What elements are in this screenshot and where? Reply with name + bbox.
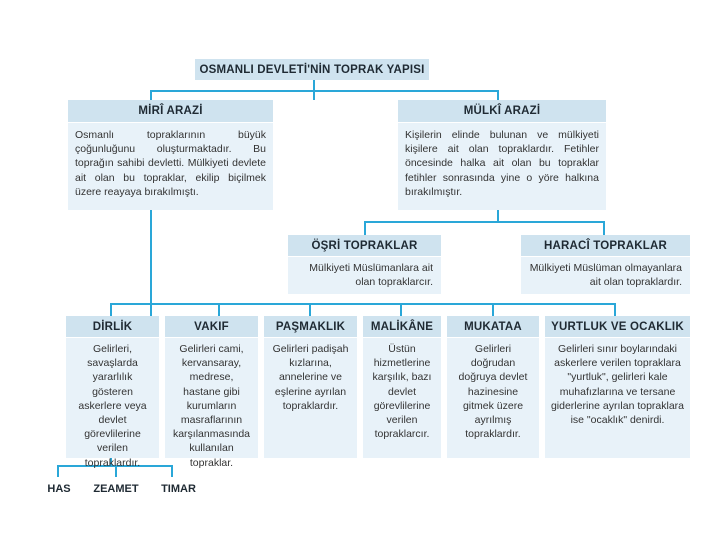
connector-line (309, 303, 311, 316)
dirlik-header: DİRLİK (66, 316, 159, 337)
connector-line (150, 210, 152, 316)
connector-line (364, 221, 366, 235)
connector-line (400, 303, 402, 316)
yurtluk-ocaklik-header: YURTLUK VE OCAKLIK (545, 316, 690, 337)
pasmaklik-header: PAŞMAKLIK (264, 316, 357, 337)
connector-line (57, 465, 59, 477)
malikane-text: Üstün hizmetlerine karşılık, bazı devlet görevlilerine verilen topraklarcır. (363, 338, 441, 458)
pasmaklik-text: Gelirleri padişah kızlarına, annelerine ve eşlerine ayrılan topraklardır. (264, 338, 357, 458)
connector-line (218, 303, 220, 316)
osri-topraklar-header: ÖŞRİ TOPRAKLAR (288, 235, 441, 256)
connector-line (364, 221, 605, 223)
osri-topraklar-text: Mülkiyeti Müslümanlara ait olan topraklarcır. (288, 257, 441, 294)
mulki-arazi-text: Kişilerin elinde bulunan ve mülkiyeti kişilere ait olan topraklardır. Fetihler öncesinde halka ait olan bu topraklar fetihler sonrasında yine o yöre halkına bırakılmıştır. (398, 123, 606, 210)
connector-line (110, 303, 616, 305)
haraci-topraklar-text: Mülkiyeti Müslüman olmayanlara ait olan topraklardır. (521, 257, 690, 294)
vakif-text: Gelirleri cami, kervansaray, medrese, hastane gibi kurumların masraflarının karşılanmasında kullanılan topraklar. (165, 338, 258, 458)
mukataa-header: MUKATAA (447, 316, 539, 337)
connector-line (150, 90, 499, 92)
vakif-header: VAKIF (165, 316, 258, 337)
dirlik-type-timar: TIMAR (161, 483, 196, 495)
mulki-arazi-header: MÜLKÎ ARAZİ (398, 100, 606, 122)
dirlik-type-has: HAS (47, 483, 71, 495)
connector-line (603, 221, 605, 235)
dirlik-text: Gelirleri, savaşlarda yararlılık gösteren askerlere veya devlet görevlilerine verilen topraklardır. (66, 338, 159, 458)
connector-line (171, 465, 173, 477)
connector-line (110, 303, 112, 316)
miri-arazi-header: MİRÎ ARAZİ (68, 100, 273, 122)
connector-line (497, 90, 499, 100)
dirlik-type-zeamet: ZEAMET (93, 483, 139, 495)
miri-arazi-text: Osmanlı topraklarının büyük çoğunluğunu oluşturmaktadır. Bu toprağın sahibi devletti. Mülkiyeti devlete ait olan bu topraklar, ekilip biçilmek üzere reayaya bırakılmıştı. (68, 123, 273, 210)
connector-line (492, 303, 494, 316)
connector-line (614, 303, 616, 316)
haraci-topraklar-header: HARACÎ TOPRAKLAR (521, 235, 690, 256)
diagram-title: OSMANLI DEVLETİ'NİN TOPRAK YAPISI (195, 59, 429, 80)
yurtluk-ocaklik-text: Gelirleri sınır boylarındaki askerlere verilen topraklara "yurtluk", gelirleri kale muhafızlarına ve tersane giderlerine ayrılan topraklara ise "ocaklık" denirdi. (545, 338, 690, 458)
mukataa-text: Gelirleri doğrudan doğruya devlet hazinesine gitmek üzere ayrılmış topraklardır. (447, 338, 539, 458)
malikane-header: MALİKÂNE (363, 316, 441, 337)
